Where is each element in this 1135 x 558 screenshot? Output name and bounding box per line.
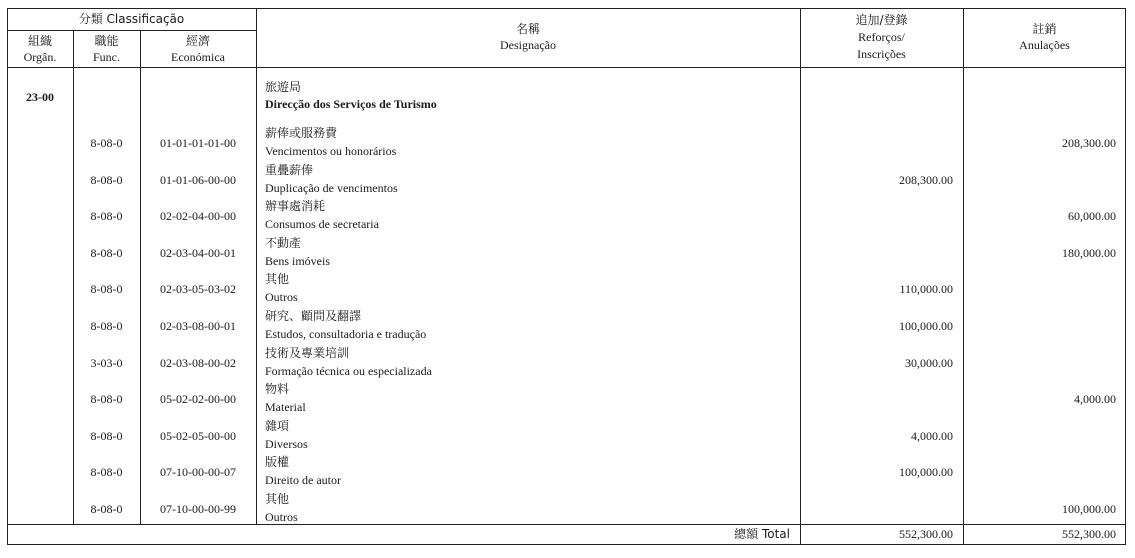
row-func-code: 8-08-0 <box>90 246 123 260</box>
row-func-code: 8-08-0 <box>90 209 123 223</box>
row-anulacoes: 60,000.00 <box>1068 209 1116 223</box>
entity-name-pt: Direcção dos Serviços de Turismo <box>265 97 437 111</box>
row-designation-zh: 版權 <box>265 455 290 469</box>
row-anulacoes: 180,000.00 <box>1062 246 1116 260</box>
row-func-code: 8-08-0 <box>90 136 123 150</box>
row-designation-pt: Vencimentos ou honorários <box>265 144 397 158</box>
row-reforcos: 30,000.00 <box>905 356 953 370</box>
divider-reforcos-anul <box>963 8 964 545</box>
row-designation-pt: Consumos de secretaria <box>265 217 379 231</box>
row-designation-zh: 其他 <box>265 272 290 286</box>
row-designation-zh: 不動產 <box>265 236 302 250</box>
row-designation-zh: 重疊薪俸 <box>265 163 314 177</box>
row-econ-code: 07-10-00-00-99 <box>160 502 236 516</box>
header-organ-pt: Orgân. <box>23 50 57 64</box>
header-anulacoes-pt: Anulações <box>1019 38 1070 52</box>
row-designation-pt: Outros <box>265 290 298 304</box>
row-designation-zh: 辦事處消耗 <box>265 199 326 213</box>
row-designation-pt: Material <box>265 400 306 414</box>
header-reforcos-pt2: Inscrições <box>857 47 906 61</box>
row-econ-code: 02-03-04-00-01 <box>160 246 236 260</box>
row-designation-zh: 技術及專業培訓 <box>265 346 350 360</box>
row-designation-pt: Diversos <box>265 437 308 451</box>
entity-name-zh: 旅遊局 <box>265 80 302 94</box>
total-label: 總額 Total <box>734 527 790 541</box>
row-func-code: 8-08-0 <box>90 319 123 333</box>
row-econ-code: 02-03-08-00-02 <box>160 356 236 370</box>
divider-func-econ <box>140 30 141 524</box>
row-designation-pt: Estudos, consultadoria e tradução <box>265 327 427 341</box>
row-anulacoes: 100,000.00 <box>1062 502 1116 516</box>
row-designation-zh: 研究、顧問及翻譯 <box>265 309 362 323</box>
row-func-code: 8-08-0 <box>90 282 123 296</box>
divider-organ-func <box>73 30 74 524</box>
header-econ-pt: Económica <box>171 50 225 64</box>
row-designation-pt: Formação técnica ou especializada <box>265 364 432 378</box>
row-func-code: 8-08-0 <box>90 502 123 516</box>
total-reforcos: 552,300.00 <box>899 527 953 541</box>
row-reforcos: 110,000.00 <box>899 282 953 296</box>
row-func-code: 3-03-0 <box>90 356 123 370</box>
row-anulacoes: 208,300.00 <box>1062 136 1116 150</box>
row-designation-pt: Direito de autor <box>265 473 341 487</box>
row-reforcos: 100,000.00 <box>899 465 953 479</box>
row-econ-code: 02-02-04-00-00 <box>160 209 236 223</box>
row-reforcos: 4,000.00 <box>911 429 953 443</box>
header-organ-zh: 組織 <box>27 34 52 48</box>
entity-code: 23-00 <box>26 90 54 104</box>
row-anulacoes: 4,000.00 <box>1074 392 1116 406</box>
row-econ-code: 02-03-08-00-01 <box>160 319 236 333</box>
row-designation-zh: 薪俸或服務費 <box>265 126 338 140</box>
header-anulacoes-zh: 註銷 <box>1032 22 1057 36</box>
header-reforcos-zh: 追加/登錄 <box>855 13 908 27</box>
row-func-code: 8-08-0 <box>90 173 123 187</box>
row-func-code: 8-08-0 <box>90 429 123 443</box>
row-func-code: 8-08-0 <box>90 465 123 479</box>
header-designation-pt: Designação <box>500 38 556 52</box>
row-func-code: 8-08-0 <box>90 392 123 406</box>
divider-econ-desig <box>256 8 257 524</box>
row-econ-code: 05-02-02-00-00 <box>160 392 236 406</box>
header-designation-zh: 名稱 <box>515 22 540 36</box>
total-anulacoes: 552,300.00 <box>1062 527 1116 541</box>
header-func-zh: 職能 <box>94 34 119 48</box>
row-designation-zh: 雜項 <box>265 419 290 433</box>
row-designation-pt: Outros <box>265 510 298 524</box>
header-func-pt: Func. <box>93 50 120 64</box>
row-designation-pt: Duplicação de vencimentos <box>265 181 398 195</box>
row-designation-pt: Bens imóveis <box>265 254 330 268</box>
header-classification: 分類 Classificação <box>78 12 185 26</box>
row-econ-code: 01-01-01-01-00 <box>160 136 236 150</box>
row-reforcos: 208,300.00 <box>899 173 953 187</box>
header-econ-zh: 經濟 <box>185 34 210 48</box>
row-econ-code: 05-02-05-00-00 <box>160 429 236 443</box>
row-econ-code: 07-10-00-00-07 <box>160 465 236 479</box>
row-econ-code: 02-03-05-03-02 <box>160 282 236 296</box>
header-reforcos-pt1: Reforços/ <box>858 30 905 44</box>
row-designation-zh: 其他 <box>265 492 290 506</box>
row-econ-code: 01-01-06-00-00 <box>160 173 236 187</box>
divider-classification <box>7 30 256 31</box>
divider-header <box>7 67 1126 68</box>
row-designation-zh: 物料 <box>265 382 290 396</box>
row-reforcos: 100,000.00 <box>899 319 953 333</box>
divider-total <box>7 524 1126 525</box>
